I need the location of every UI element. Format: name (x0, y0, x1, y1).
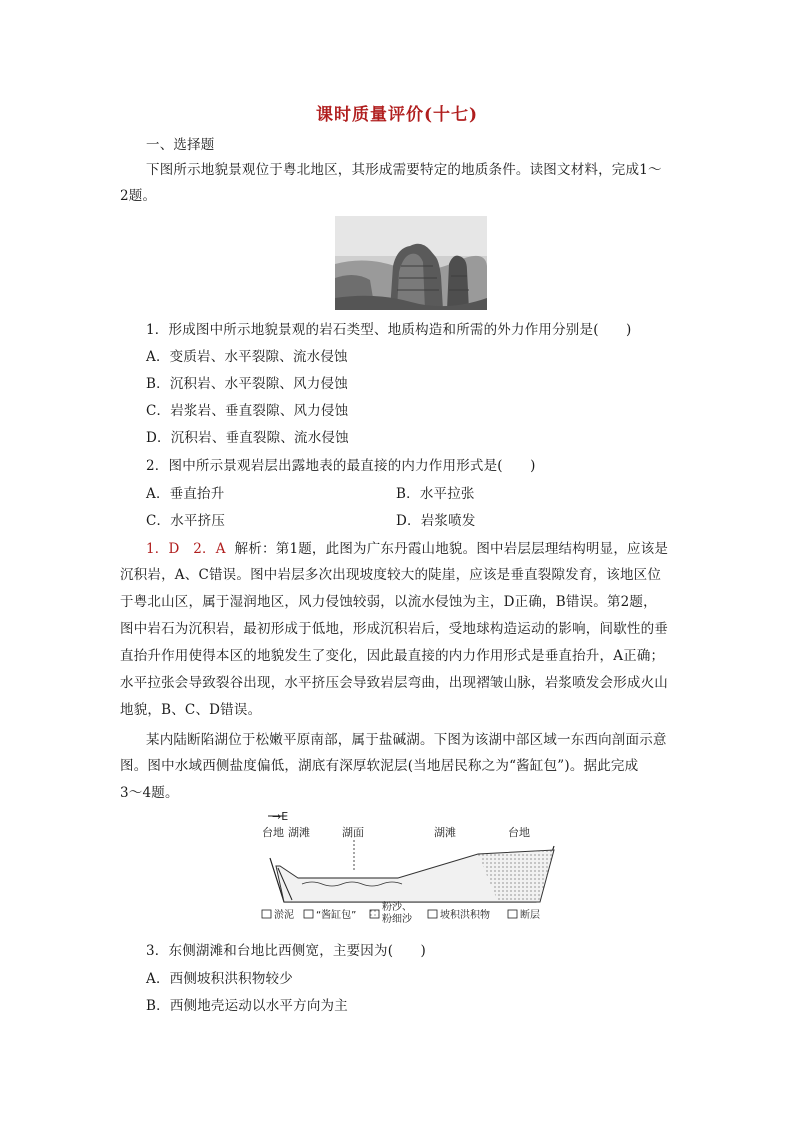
legend-fine-silty-sand: 粉细沙 (382, 914, 412, 925)
danxia-landscape-photo (335, 216, 487, 310)
option: B．西侧地壳运动以水平方向为主 (146, 998, 348, 1014)
legend-silty-sand: 粉沙、 (382, 902, 412, 913)
explanation-line: 地貌，B、C、D错误。 (120, 702, 262, 718)
lake-cross-section-diagram (258, 806, 558, 930)
option: D．沉积岩、垂直裂隙、流水侵蚀 (146, 430, 349, 446)
answer-line (146, 540, 668, 558)
option: B．沉积岩、水平裂隙、风力侵蚀 (146, 376, 348, 392)
legend-fault: 断层 (520, 910, 540, 921)
explanation-line: 沉积岩，A、C错误。图中岩层多次出现坡度较大的陡崖，应该是垂直裂隙发育，该地区位 (120, 567, 662, 583)
legend-jianggangbao: “酱缸包” (316, 910, 357, 921)
explanation-line: 水平拉张会导致裂谷出现，水平挤压会导致岩层弯曲，出现褶皱山脉，岩浆喷发会形成火山 (120, 675, 668, 691)
intro-text-line: 2题。 (120, 188, 157, 204)
label-west-tableland: 台地 (262, 826, 284, 839)
explanation-line: 于粤北山区，属于湿润地区，风力侵蚀较弱，以流水侵蚀为主，D正确，B错误。第2题， (120, 594, 657, 610)
option: A．垂直抬升 (146, 486, 225, 502)
explanation-line: 直抬升作用使得本区的地貌发生了变化，因此最直接的内力作用形式是垂直抬升，A正确； (120, 648, 665, 664)
page-title: 课时质量评价(十七) (315, 105, 479, 125)
intro-text-line: 下图所示地貌景观位于粤北地区，其形成需要特定的地质条件。读图文材料，完成1～ (146, 162, 662, 178)
label-west-beach: 湖滩 (288, 826, 310, 839)
legend-silt: 淤泥 (274, 910, 294, 921)
label-lake-surface: 湖面 (342, 826, 364, 839)
option: A．西侧坡积洪积物较少 (146, 971, 293, 987)
explanation-text: 解析：第1题，此图为广东丹霞山地貌。图中岩层层理结构明显，应该是 (234, 541, 669, 557)
option: D．岩浆喷发 (396, 513, 476, 529)
legend-slope-flood-deposits: 坡积洪积物 (440, 910, 490, 921)
question-1-stem: 1．形成图中所示地貌景观的岩石类型、地质构造和所需的外力作用分别是( ) (146, 322, 632, 338)
question-2-stem: 2．图中所示景观岩层出露地表的最直接的内力作用形式是( ) (146, 458, 536, 474)
direction-arrow-label: →E (272, 810, 289, 823)
question-3-stem: 3．东侧湖滩和台地比西侧宽，主要因为( ) (146, 943, 427, 959)
option: A．变质岩、水平裂隙、流水侵蚀 (146, 349, 348, 365)
section-heading: 一、选择题 (146, 137, 215, 153)
option: C．水平挤压 (146, 513, 226, 529)
label-east-beach: 湖滩 (434, 826, 456, 839)
label-east-tableland: 台地 (508, 826, 530, 839)
option: B．水平拉张 (396, 486, 475, 502)
option: C．岩浆岩、垂直裂隙、风力侵蚀 (146, 403, 349, 419)
intro-text-line: 3～4题。 (120, 785, 179, 801)
intro-text-line: 图。图中水域西侧盐度偏低，湖底有深厚软泥层(当地居民称之为“酱缸包”)。据此完成 (120, 758, 639, 774)
explanation-line: 图中岩石为沉积岩，最初形成于低地，形成沉积岩后，受地球构造运动的影响，间歇性的垂 (120, 621, 668, 637)
answer-key: 1．D 2．A (146, 541, 226, 557)
intro-text-line: 某内陆断陷湖位于松嫩平原南部，属于盐碱湖。下图为该湖中部区域一东西向剖面示意 (146, 732, 667, 748)
